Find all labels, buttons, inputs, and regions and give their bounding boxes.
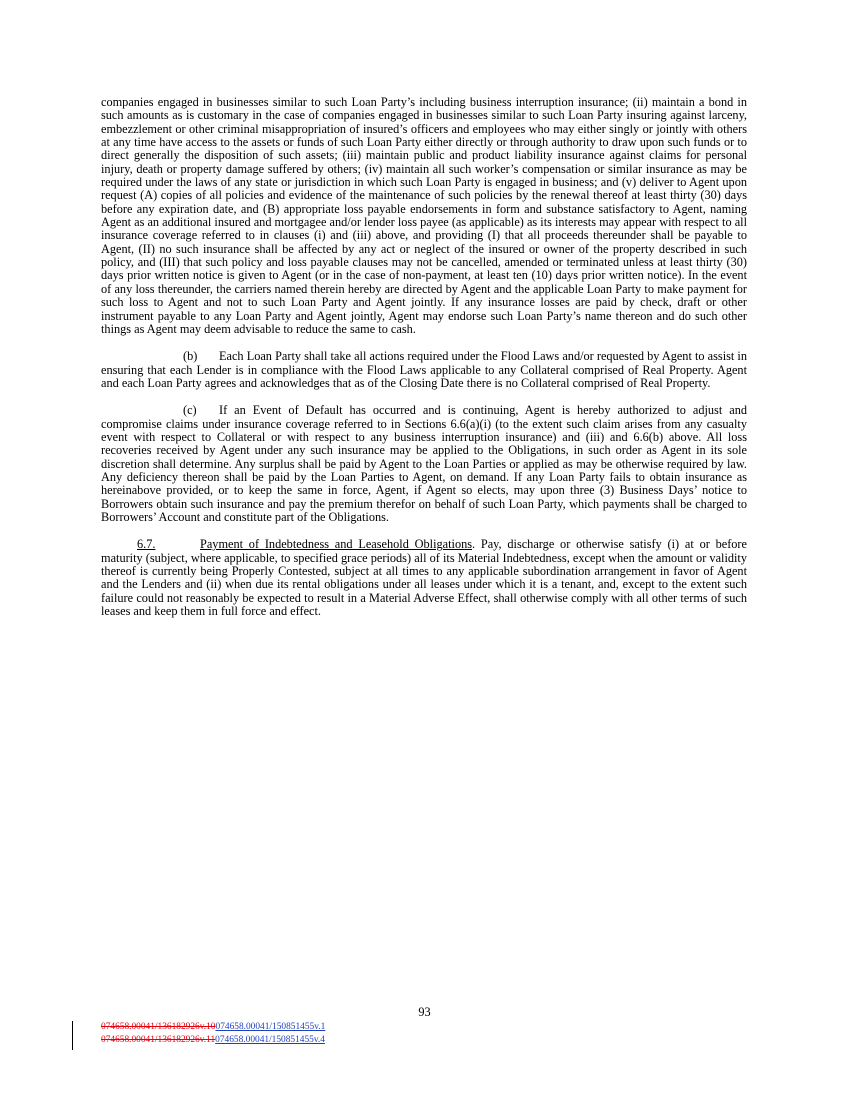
insurance-continuation-paragraph: companies engaged in businesses similar to such Loan Party’s including business interruption insurance; (ii) maintain a bond in such amounts as is customary in the case of companies engaged in businesses similar to such Loan Party insuring against larceny, embezzlement or other criminal misappropriation of insured’s officers and employees who may either singly or jointly with others at any time have access to the assets or funds of such Loan Party either directly or through authority to draw upon such funds or to direct generally the disposition of such assets; (iii) maintain public and product liability insurance against claims for personal injury, death or property damage suffered by others; (iv) maintain all such worker’s compensation or similar insurance as may be required under the laws of any state or jurisdiction in which such Loan Party is engaged in business; and (v) deliver to Agent upon request (A) copies of all policies and evidence of the maintenance of such policies by the renewal thereof at least thirty (30) days before any expiration date, and (B) appropriate loss payable endorsements in form and substance satisfactory to Agent, naming Agent as an additional insured and mortgagee and/or lender loss payee (as applicable) as its interests may appear with respect to all insurance coverage referred to in clauses (i) and (iii) above, and providing (I) that all proceeds thereunder shall be payable to Agent, (II) no such insurance shall be affected by any act or neglect of the insured or owner of the property described in such policy, and (III) that such policy and loss payable clauses may not be cancelled, amended or terminated unless at least thirty (30) days prior written notice is given to Agent (or in the case of non-payment, at least ten (10) days prior written notice). In the event of any loss thereunder, the carriers named therein hereby are directed by Agent and the applicable Loan Party to make payment for such loss to Agent and not to such Loan Party and Agent jointly. If any insurance losses are paid by check, draft or other instrument payable to any Loan Party and Agent jointly, Agent may endorse such Loan Party’s name thereon and do such other things as Agent may deem advisable to reduce the same to cash. (101, 95, 747, 336)
inserted-doc-id: 074658.00041/150851455v.1 (215, 1022, 326, 1032)
page-number: 93 (418, 1005, 431, 1019)
inserted-doc-id: 074658.00041/150851455v.4 (215, 1034, 325, 1045)
deleted-doc-id: 074658.00041/136182926v.11 (101, 1034, 216, 1045)
clause-c-text: If an Event of Default has occurred and is continuing, Agent is hereby authorized to adjust and compromise claims under insurance coverage referred to in Sections 6.6(a)(i) (to the extent such claim arises from any casualty event with respect to Collateral or with respect to any business interruption insurance) and (iii) and 6.6(b) above. All loss recoveries received by Agent under any such insurance may be applied to the Obligations, in such order as Agent in its sole discretion shall determine. Any surplus shall be paid by Agent to the Loan Parties or applied as may be otherwise required by law. Any deficiency thereon shall be paid by the Loan Parties to Agent, on demand. If any Loan Party fails to obtain insurance as hereinabove provided, or to keep the same in force, Agent, if Agent so elects, may upon three (3) Business Days’ notice to Borrowers obtain such insurance and pay the premium therefor on behalf of such Loan Party, which payments shall be charged to Borrowers’ Account and constitute part of the Obligations. (101, 403, 747, 524)
document-ids (101, 1021, 325, 1046)
clause-b-label: (b) (183, 349, 198, 364)
revision-bar (72, 1021, 73, 1050)
doc-id-line-2 (101, 1034, 325, 1047)
clause-b-text: Each Loan Party shall take all actions required under the Flood Laws and/or requested by Agent to assist in ensuring that each Lender is in compliance with the Flood Laws applicable to any Collateral comprised of Real Property. Agent and each Loan Party agrees and acknowledges that as of the Closing Date there is no Collateral comprised of Real Property. (101, 349, 747, 390)
section-6-7-paragraph (101, 538, 747, 618)
section-text: . Pay, discharge or otherwise satisfy (i) at or before maturity (subject, where applicable, to specified grace periods) all of its Material Indebtedness, except when the amount or validity thereof is currently being Properly Contested, subject at all times to any applicable subordination arrangement in favor of Agent and the Lenders and (ii) when due its rental obligations under all leases under which it is a tenant, and, except to the extent such failure could not reasonably be expected to result in a Material Adverse Effect, shall otherwise comply with all other terms of such leases and keep them in full force and effect. (101, 537, 747, 619)
clause-b-paragraph (101, 350, 747, 390)
section-number: 6.7. (137, 537, 156, 552)
deleted-doc-id: 074658.00041/136182926v.10 (101, 1022, 216, 1032)
clause-c-label: (c) (183, 403, 197, 418)
section-title: Payment of Indebtedness and Leasehold Obligations (200, 537, 473, 552)
document-body (101, 96, 747, 618)
clause-c-paragraph (101, 404, 747, 524)
doc-id-line-1 (101, 1021, 325, 1034)
